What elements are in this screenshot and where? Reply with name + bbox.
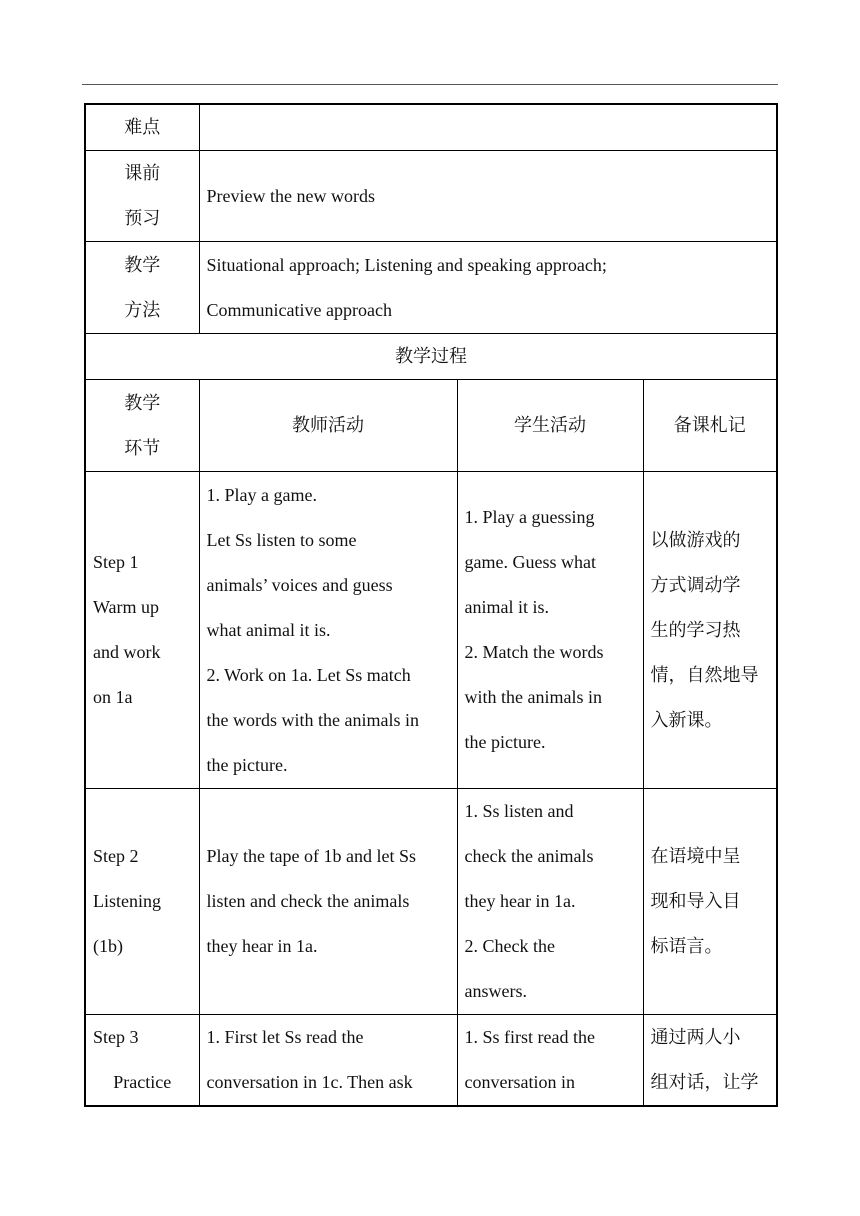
- step-3-teacher-line: conversation in 1c. Then ask: [206, 1072, 413, 1092]
- row-difficulty: [85, 104, 777, 151]
- step-3-teacher-line: 1. First let Ss read the: [206, 1027, 364, 1047]
- step-1-notes-line: 生的学习热: [650, 619, 741, 641]
- lesson-plan-table: [84, 103, 778, 1107]
- step-1-stage-line: Warm up: [93, 597, 160, 617]
- step-1-student-line: with the animals in: [464, 687, 602, 707]
- step-2-stage-line: Step 2: [93, 846, 139, 866]
- header-stage-line-1: 教学: [124, 392, 161, 414]
- step-1-student-line: animal it is.: [464, 597, 549, 617]
- step-2-teacher-line: Play the tape of 1b and let Ss: [206, 846, 416, 866]
- step-1-student-line: the picture.: [464, 732, 546, 752]
- row-methods: [85, 242, 777, 334]
- step-3-stage: [85, 1015, 199, 1107]
- methods-line-1: Situational approach; Listening and speaking approach;: [206, 254, 607, 275]
- step-1-stage-line: and work: [93, 642, 161, 662]
- step-3-teacher: [199, 1015, 457, 1107]
- row-preview: [85, 151, 777, 242]
- step-1-student: [457, 472, 643, 789]
- step-1-stage-line: Step 1: [93, 552, 139, 572]
- step-3-student-line: 1. Ss first read the: [464, 1027, 595, 1047]
- step-1-teacher-line: what animal it is.: [206, 619, 331, 640]
- step-3-notes-line: 组对话，让学: [650, 1072, 759, 1093]
- step-2-teacher: [199, 789, 457, 1015]
- step-1-stage: [85, 472, 199, 789]
- row-step-1: [85, 472, 777, 789]
- step-1-student-line: 1. Play a guessing: [464, 507, 595, 527]
- step-3-notes: [643, 1015, 777, 1107]
- step-1-teacher-line: 1. Play a game.: [206, 484, 317, 505]
- step-1-notes-line: 方式调动学: [650, 574, 741, 596]
- step-1-teacher-line: the words with the animals in: [206, 709, 419, 730]
- process-title: 教学过程: [85, 334, 777, 380]
- methods-label-line-2: 方法: [124, 299, 161, 321]
- step-2-student-line: check the animals: [464, 846, 594, 866]
- step-1-student-line: game. Guess what: [464, 552, 596, 572]
- step-1-teacher-line: Let Ss listen to some: [206, 529, 357, 550]
- step-3-notes-line: 通过两人小: [650, 1027, 741, 1048]
- methods-content: [199, 242, 777, 334]
- step-2-stage-line: (1b): [93, 936, 123, 956]
- step-1-teacher-line: animals’ voices and guess: [206, 574, 393, 595]
- preview-label: [85, 151, 199, 242]
- preview-label-line-1: 课前: [124, 163, 161, 184]
- step-2-student-line: 2. Check the: [464, 936, 555, 956]
- step-2-stage-line: Listening: [93, 891, 161, 911]
- step-2-notes-line: 标语言。: [650, 936, 723, 957]
- header-stage: [85, 380, 199, 472]
- step-1-notes: [643, 472, 777, 789]
- step-3-student: [457, 1015, 643, 1107]
- row-step-2: [85, 789, 777, 1015]
- methods-label: [85, 242, 199, 334]
- header-stage-line-2: 环节: [124, 437, 161, 459]
- step-2-student-line: they hear in 1a.: [464, 891, 576, 911]
- step-1-stage-line: on 1a: [93, 687, 133, 707]
- step-2-notes: [643, 789, 777, 1015]
- step-3-student-line: conversation in: [464, 1072, 575, 1092]
- header-teacher: 教师活动: [199, 380, 457, 472]
- step-1-notes-line: 以做游戏的: [650, 529, 741, 551]
- step-1-student-line: 2. Match the words: [464, 642, 604, 662]
- methods-label-line-1: 教学: [124, 254, 161, 276]
- preview-content: Preview the new words: [199, 151, 777, 242]
- step-1-teacher: [199, 472, 457, 789]
- step-2-student-line: answers.: [464, 981, 527, 1001]
- header-student: 学生活动: [457, 380, 643, 472]
- step-2-notes-line: 在语境中呈: [650, 846, 741, 867]
- header-rule: [82, 84, 778, 85]
- row-column-headers: [85, 380, 777, 472]
- row-process-title: [85, 334, 777, 380]
- step-2-teacher-line: listen and check the animals: [206, 891, 410, 911]
- step-1-notes-line: 入新课。: [650, 709, 723, 731]
- difficulty-label: 难点: [85, 104, 199, 151]
- step-2-stage: [85, 789, 199, 1015]
- difficulty-content: [199, 104, 777, 151]
- row-step-3: [85, 1015, 777, 1107]
- step-2-student: [457, 789, 643, 1015]
- step-3-stage-line: Practice: [113, 1072, 172, 1092]
- step-1-teacher-line: the picture.: [206, 754, 288, 775]
- step-2-student-line: 1. Ss listen and: [464, 801, 574, 821]
- step-2-notes-line: 现和导入目: [650, 891, 741, 912]
- methods-line-2: Communicative approach: [206, 299, 392, 320]
- step-1-notes-line: 情，自然地导: [650, 664, 759, 686]
- step-2-teacher-line: they hear in 1a.: [206, 936, 318, 956]
- header-notes: 备课札记: [643, 380, 777, 472]
- step-1-teacher-line: 2. Work on 1a. Let Ss match: [206, 664, 411, 685]
- preview-label-line-2: 预习: [124, 208, 161, 229]
- step-3-stage-line: Step 3: [93, 1027, 139, 1047]
